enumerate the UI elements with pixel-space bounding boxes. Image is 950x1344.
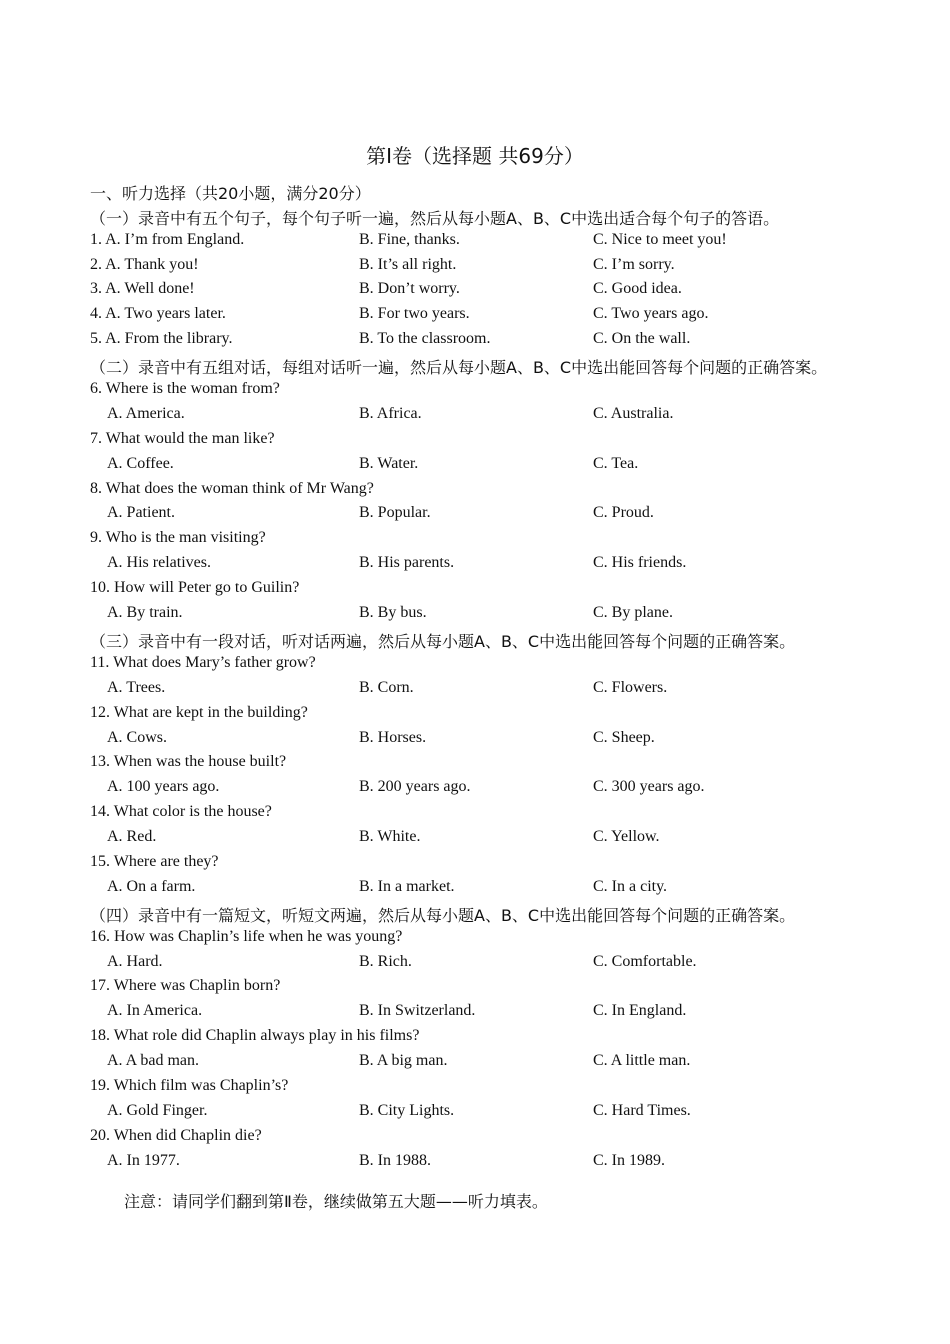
option-a: 3. A. Well done! xyxy=(90,280,195,297)
option-c: C. 300 years ago. xyxy=(593,778,705,795)
option-c: C. His friends. xyxy=(593,554,687,571)
options-row-7 xyxy=(0,455,950,479)
option-b: B. Rich. xyxy=(359,953,412,970)
option-b: B. His parents. xyxy=(359,554,455,571)
option-a: A. In America. xyxy=(107,1002,203,1019)
question-13: 13. When was the house built? xyxy=(90,753,287,770)
question-7: 7. What would the man like? xyxy=(90,430,275,447)
question-9: 9. Who is the man visiting? xyxy=(90,529,266,546)
options-row-20 xyxy=(0,1152,950,1176)
question-14: 14. What color is the house? xyxy=(90,803,272,820)
option-b: B. Fine, thanks. xyxy=(359,231,460,248)
option-b: B. White. xyxy=(359,828,421,845)
option-c: C. Tea. xyxy=(593,455,639,472)
options-row-14 xyxy=(0,828,950,852)
option-c: C. A little man. xyxy=(593,1052,691,1069)
option-a: A. Gold Finger. xyxy=(107,1102,208,1119)
option-b: B. By bus. xyxy=(359,604,427,621)
option-c: C. Comfortable. xyxy=(593,953,697,970)
options-row-13 xyxy=(0,778,950,802)
option-b: B. In 1988. xyxy=(359,1152,431,1169)
question-10: 10. How will Peter go to Guilin? xyxy=(90,579,300,596)
options-row-10 xyxy=(0,604,950,628)
option-c: C. In 1989. xyxy=(593,1152,665,1169)
section-heading-2: （二）录音中有五组对话，每组对话听一遍，然后从每小题A、B、C中选出能回答每个问题的正确答案。 xyxy=(90,358,828,377)
option-a: 2. A. Thank you! xyxy=(90,256,199,273)
option-c: C. By plane. xyxy=(593,604,673,621)
option-a: A. Red. xyxy=(107,828,157,845)
option-c: C. Hard Times. xyxy=(593,1102,691,1119)
question-19: 19. Which film was Chaplin’s? xyxy=(90,1077,289,1094)
question-15: 15. Where are they? xyxy=(90,853,219,870)
question-18: 18. What role did Chaplin always play in his films? xyxy=(90,1027,420,1044)
question-row-2 xyxy=(0,256,950,280)
question-row-3 xyxy=(0,280,950,304)
option-b: B. Don’t worry. xyxy=(359,280,460,297)
options-row-8 xyxy=(0,504,950,528)
question-row-4 xyxy=(0,305,950,329)
question-16: 16. How was Chaplin’s life when he was young? xyxy=(90,928,403,945)
option-c: C. Proud. xyxy=(593,504,654,521)
page-note: 注意：请同学们翻到第Ⅱ卷，继续做第五大题——听力填表。 xyxy=(124,1192,548,1211)
option-c: C. Nice to meet you! xyxy=(593,231,727,248)
option-a: A. A bad man. xyxy=(107,1052,199,1069)
option-a: 5. A. From the library. xyxy=(90,330,233,347)
option-b: B. Water. xyxy=(359,455,419,472)
option-b: B. A big man. xyxy=(359,1052,448,1069)
options-row-16 xyxy=(0,953,950,977)
option-b: B. For two years. xyxy=(359,305,470,322)
option-c: C. Flowers. xyxy=(593,679,668,696)
question-row-5 xyxy=(0,330,950,354)
option-a: A. America. xyxy=(107,405,185,422)
option-a: A. Cows. xyxy=(107,729,168,746)
option-c: C. On the wall. xyxy=(593,330,691,347)
option-c: C. Yellow. xyxy=(593,828,660,845)
options-row-19 xyxy=(0,1102,950,1126)
option-a: A. On a farm. xyxy=(107,878,196,895)
option-c: C. Australia. xyxy=(593,405,674,422)
option-c: C. In a city. xyxy=(593,878,668,895)
option-c: C. Two years ago. xyxy=(593,305,709,322)
option-b: B. In Switzerland. xyxy=(359,1002,476,1019)
option-a: A. Coffee. xyxy=(107,455,174,472)
question-11: 11. What does Mary’s father grow? xyxy=(90,654,316,671)
question-8: 8. What does the woman think of Mr Wang? xyxy=(90,480,374,497)
page-title: 第Ⅰ卷（选择题 共69分） xyxy=(366,144,584,168)
options-row-11 xyxy=(0,679,950,703)
option-a: A. By train. xyxy=(107,604,183,621)
section-heading-1: （一）录音中有五个句子，每个句子听一遍，然后从每小题A、B、C中选出适合每个句子的答语。 xyxy=(90,209,780,228)
question-17: 17. Where was Chaplin born? xyxy=(90,977,281,994)
option-a: A. 100 years ago. xyxy=(107,778,220,795)
option-b: B. City Lights. xyxy=(359,1102,455,1119)
question-20: 20. When did Chaplin die? xyxy=(90,1127,262,1144)
option-c: C. I’m sorry. xyxy=(593,256,675,273)
option-c: C. Sheep. xyxy=(593,729,655,746)
option-b: B. Africa. xyxy=(359,405,422,422)
section-heading-3: （三）录音中有一段对话，听对话两遍，然后从每小题A、B、C中选出能回答每个问题的正确答案。 xyxy=(90,632,796,651)
option-b: B. It’s all right. xyxy=(359,256,457,273)
option-b: B. Popular. xyxy=(359,504,431,521)
question-row-1 xyxy=(0,231,950,255)
option-b: B. 200 years ago. xyxy=(359,778,471,795)
option-a: A. Hard. xyxy=(107,953,163,970)
option-c: C. Good idea. xyxy=(593,280,682,297)
option-b: B. To the classroom. xyxy=(359,330,491,347)
options-row-6 xyxy=(0,405,950,429)
option-a: A. Trees. xyxy=(107,679,166,696)
options-row-9 xyxy=(0,554,950,578)
part-heading: 一、听力选择（共20小题，满分20分） xyxy=(90,184,371,203)
options-row-15 xyxy=(0,878,950,902)
option-b: B. Horses. xyxy=(359,729,427,746)
options-row-17 xyxy=(0,1002,950,1026)
options-row-12 xyxy=(0,729,950,753)
option-b: B. Corn. xyxy=(359,679,414,696)
option-a: A. Patient. xyxy=(107,504,175,521)
option-c: C. In England. xyxy=(593,1002,687,1019)
question-6: 6. Where is the woman from? xyxy=(90,380,280,397)
options-row-18 xyxy=(0,1052,950,1076)
option-a: A. In 1977. xyxy=(107,1152,180,1169)
option-a: 4. A. Two years later. xyxy=(90,305,226,322)
option-a: A. His relatives. xyxy=(107,554,211,571)
option-b: B. In a market. xyxy=(359,878,455,895)
option-a: 1. A. I’m from England. xyxy=(90,231,245,248)
question-12: 12. What are kept in the building? xyxy=(90,704,308,721)
section-heading-4: （四）录音中有一篇短文，听短文两遍，然后从每小题A、B、C中选出能回答每个问题的正确答案。 xyxy=(90,906,796,925)
